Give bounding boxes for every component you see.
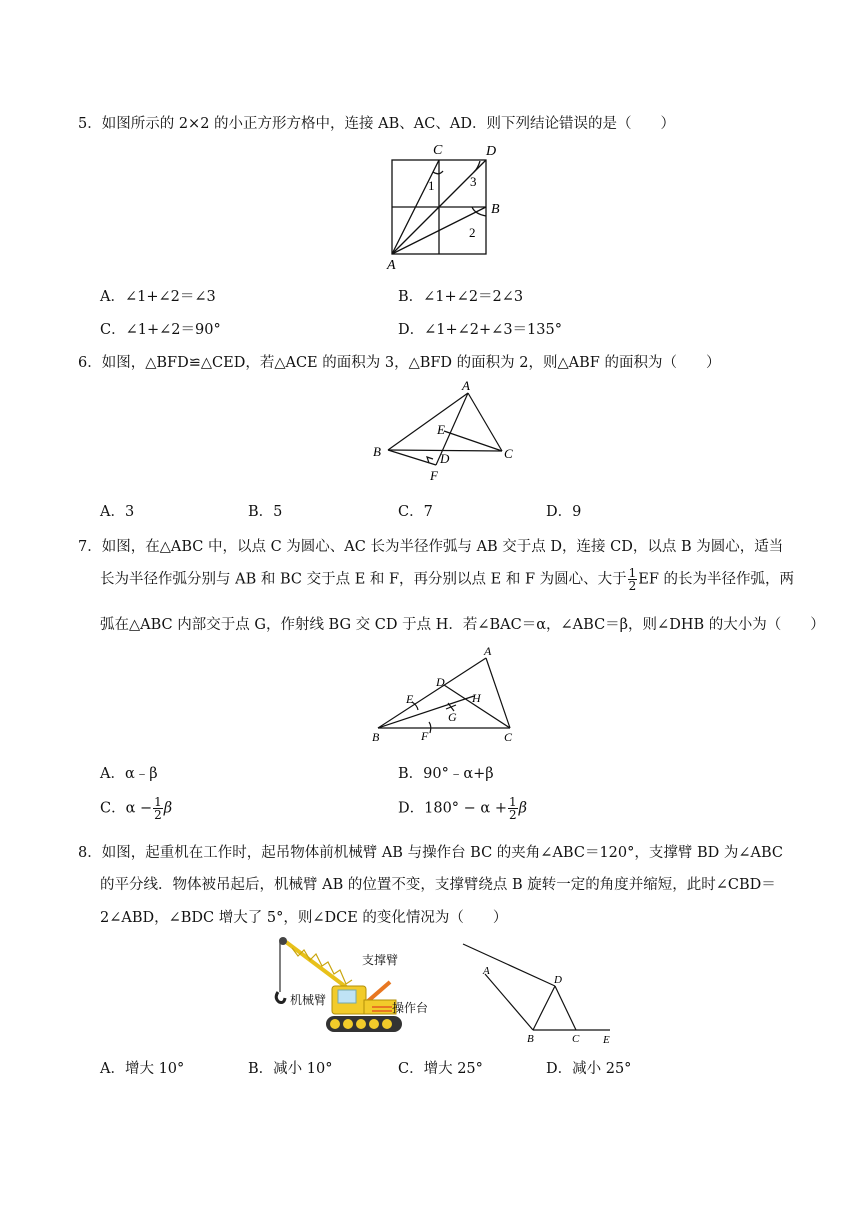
svg-text:B: B xyxy=(373,444,381,459)
q8-stem-line1: 8．如图，起重机在工作时，起吊物体前机械臂 AB 与操作台 BC 的夹角∠ABC＝120°，支撑臂 BD 为∠ABC xyxy=(78,845,784,861)
label-platform: 操作台 xyxy=(392,1001,429,1015)
q8-option-c[interactable]: C．增大 25° xyxy=(398,1061,483,1077)
q6-option-c[interactable]: C．7 xyxy=(398,504,433,520)
q7-option-c[interactable]: C．α − $\frac{1}{2}$ β xyxy=(100,795,173,822)
svg-text:D: D xyxy=(440,451,450,466)
svg-text:C: C xyxy=(504,446,513,461)
q6-triangle-figure xyxy=(368,378,528,486)
svg-text:A: A xyxy=(462,378,470,393)
svg-text:C: C xyxy=(433,143,443,158)
q5-option-c[interactable]: C．∠1+∠2＝90° xyxy=(100,322,221,338)
q7-option-b[interactable]: B．90°﹣α+β xyxy=(398,766,494,782)
svg-text:D: D xyxy=(436,675,445,689)
q8-option-a[interactable]: A．增大 10° xyxy=(100,1061,185,1077)
q7-option-c-fraction: $\frac{1}{2}$ xyxy=(154,795,162,822)
svg-text:B: B xyxy=(491,202,500,217)
svg-text:2: 2 xyxy=(469,225,476,240)
q7-stem-line3: 弧在△ABC 内部交于点 G，作射线 BG 交 CD 于点 H．若∠BAC＝α，∠ABC＝β，则∠DHB 的大小为（ ） xyxy=(100,617,825,633)
svg-text:E: E xyxy=(603,1034,610,1046)
q5-option-d[interactable]: D．∠1+∠2+∠3＝135° xyxy=(398,322,562,338)
q8-stem-line2: 的平分线．物体被吊起后，机械臂 AB 的位置不变，支撑臂绕点 B 旋转一定的角度并缩短，此时∠CBD＝ xyxy=(100,877,776,893)
svg-text:F: F xyxy=(421,729,429,743)
q6-option-a[interactable]: A．3 xyxy=(100,504,135,520)
label-support-arm: 支撑臂 xyxy=(362,953,399,967)
q8-option-b[interactable]: B．减小 10° xyxy=(248,1061,333,1077)
svg-text:G: G xyxy=(448,710,457,724)
q7-triangle-figure xyxy=(368,645,528,745)
q6-option-b[interactable]: B．5 xyxy=(248,504,283,520)
q7-option-a[interactable]: A．α﹣β xyxy=(100,766,158,782)
svg-text:A: A xyxy=(483,965,490,977)
q5-option-b[interactable]: B．∠1+∠2＝2∠3 xyxy=(398,289,524,305)
q5-grid-figure xyxy=(380,140,510,275)
q5-stem: 5．如图所示的 2×2 的小正方形方格中，连接 AB、AC、AD．则下列结论错误的是（ ） xyxy=(78,116,675,132)
svg-text:3: 3 xyxy=(470,174,477,189)
q5-option-a[interactable]: A．∠1+∠2＝∠3 xyxy=(100,289,216,305)
q6-option-d[interactable]: D．9 xyxy=(546,504,582,520)
svg-text:H: H xyxy=(472,691,481,705)
svg-text:A: A xyxy=(387,258,396,273)
q6-stem: 6．如图，△BFD≌△CED，若△ACE 的面积为 3，△BFD 的面积为 2，则△ABF 的面积为（ ） xyxy=(78,355,721,371)
label-mechanical-arm: 机械臂 xyxy=(290,993,327,1007)
q7-option-d[interactable]: D．180° − α + $\frac{1}{2}$ β xyxy=(398,795,528,822)
q8-option-d[interactable]: D．减小 25° xyxy=(546,1061,632,1077)
q7-stem-line1: 7．如图，在△ABC 中，以点 C 为圆心、AC 长为半径作弧与 AB 交于点 D，连接 CD，以点 B 为圆心，适当 xyxy=(78,539,784,555)
svg-text:F: F xyxy=(430,468,438,483)
crane-illustration xyxy=(268,934,429,1042)
svg-text:E: E xyxy=(406,692,414,706)
q8-geometry-figure xyxy=(455,936,615,1046)
q7-fraction: $\frac{1}{2}$ xyxy=(628,566,637,593)
svg-text:E: E xyxy=(437,422,445,437)
q7-stem-line2: 长为半径作弧分别与 AB 和 BC 交于点 E 和 F，再分别以点 E 和 F 为圆心、大于 $\frac{1}{2}$ EF 的长为半径作弧，两 xyxy=(100,566,795,593)
svg-text:D: D xyxy=(554,974,562,986)
svg-text:D: D xyxy=(486,144,497,159)
svg-text:C: C xyxy=(504,730,513,744)
svg-text:1: 1 xyxy=(428,178,435,193)
svg-text:C: C xyxy=(572,1033,580,1045)
svg-text:B: B xyxy=(372,730,380,744)
svg-text:A: A xyxy=(484,644,492,658)
q7-option-d-fraction: $\frac{1}{2}$ xyxy=(508,795,517,822)
q8-stem-line3: 2∠ABD，∠BDC 增大了 5°，则∠DCE 的变化情况为（ ） xyxy=(100,910,508,926)
svg-text:B: B xyxy=(527,1033,534,1045)
